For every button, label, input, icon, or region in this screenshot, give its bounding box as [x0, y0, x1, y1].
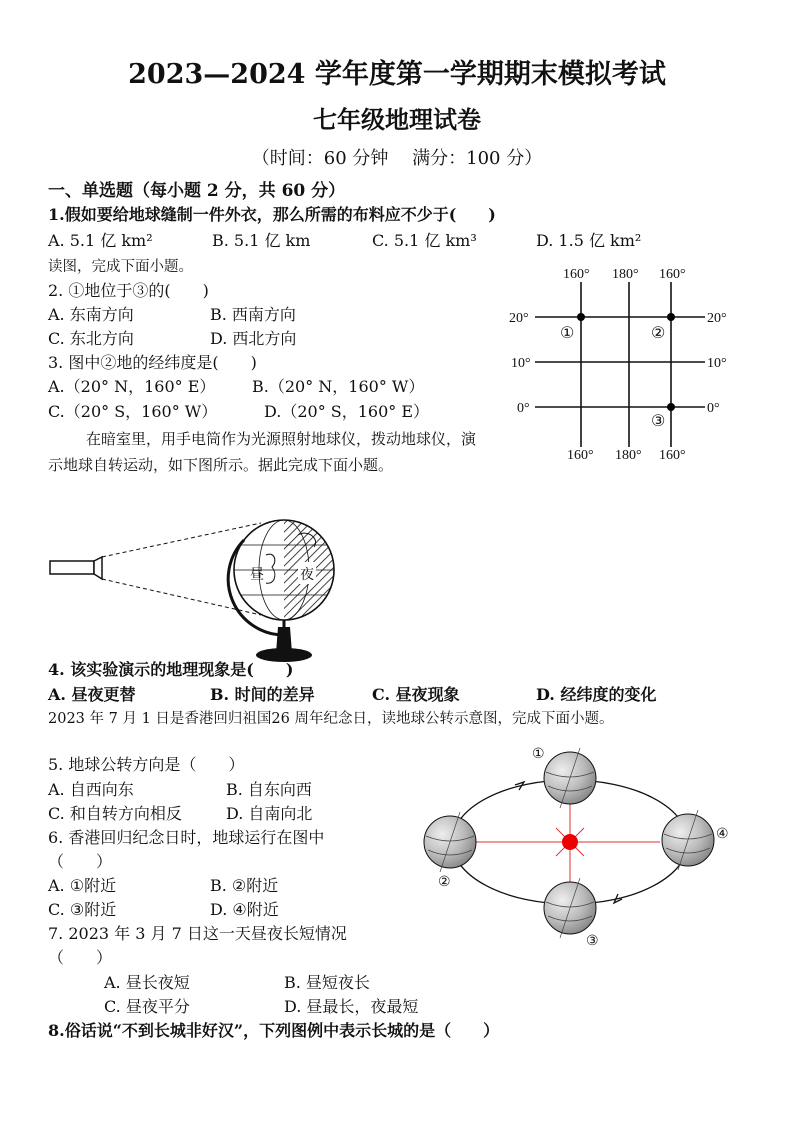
intro-globe-experiment: 在暗室里，用手电筒作为光源照射地球仪，拨动地球仪，演示地球自转运动，如下图所示。据此完成下面小题。	[48, 430, 477, 474]
q1-option-b: B. 5.1 亿 km	[212, 231, 311, 250]
q2-option-d: D. 西北方向	[210, 329, 297, 348]
q5-option-b: B. 自东向西	[226, 780, 312, 799]
grid-right-label-2: 10°	[707, 356, 727, 371]
grid-top-label-3: 160°	[659, 267, 686, 282]
q7-stem: 7. 2023 年 3 月 7 日这一天昼夜长短情况	[48, 924, 347, 943]
lat-lon-grid-figure	[505, 262, 750, 462]
grid-right-label-1: 20°	[707, 311, 727, 326]
grid-point-3: ③	[651, 413, 666, 430]
grid-right-label-3: 0°	[707, 401, 720, 416]
q6-stem: 6. 香港回归纪念日时，地球运行在图中	[48, 828, 325, 847]
q6-option-a: A. ①附近	[48, 876, 117, 895]
intro-hk-orbit: 2023 年 7 月 1 日是香港回归祖国26 周年纪念日，读地球公转示意图，完成下面小题。	[48, 711, 614, 727]
q3-option-d: D.（20° S，160° E）	[264, 402, 430, 421]
exam-info: （时间：60 分钟 满分：100 分）	[251, 148, 543, 169]
q1-option-a: A. 5.1 亿 km²	[48, 231, 153, 250]
q2-option-a: A. 东南方向	[48, 305, 134, 324]
q7-option-a: A. 昼长夜短	[104, 973, 190, 992]
q4-option-d: D. 经纬度的变化	[536, 685, 657, 704]
earth-orbit-figure	[420, 742, 745, 952]
q3-option-b: B.（20° N，160° W）	[252, 377, 425, 396]
orbit-position-4: ④	[716, 827, 729, 842]
q3-stem: 3. 图中②地的经纬度是( )	[48, 353, 257, 372]
q6-option-d: D. ④附近	[210, 900, 279, 919]
orbit-position-2: ②	[438, 875, 451, 890]
q6-blank: （ ）	[48, 852, 113, 871]
globe-experiment-figure	[46, 515, 356, 680]
q2-stem: 2. ①地位于③的( )	[48, 281, 209, 300]
globe-day-label: 昼	[250, 568, 264, 583]
q6-option-c: C. ③附近	[48, 900, 117, 919]
orbit-position-3: ③	[586, 934, 599, 949]
q3-option-a: A.（20° N，160° E）	[48, 377, 216, 396]
q8-stem: 8.俗话说“不到长城非好汉”，下列图例中表示长城的是（ ）	[48, 1021, 500, 1040]
q4-option-a: A. 昼夜更替	[48, 685, 136, 704]
globe-night-label: 夜	[300, 568, 314, 583]
grid-point-2: ②	[651, 325, 666, 342]
grid-bottom-label-2: 180°	[615, 448, 642, 462]
orbit-position-1: ①	[532, 747, 545, 762]
grid-bottom-label-1: 160°	[567, 448, 594, 462]
grid-left-label-1: 20°	[509, 311, 529, 326]
grid-top-label-2: 180°	[612, 267, 639, 282]
grid-left-label-2: 10°	[511, 356, 531, 371]
grid-bottom-label-3: 160°	[659, 448, 686, 462]
q4-option-c: C. 昼夜现象	[372, 685, 460, 704]
q5-option-c: C. 和自转方向相反	[48, 804, 182, 823]
grid-point-1: ①	[560, 325, 575, 342]
q1-option-c: C. 5.1 亿 km³	[372, 231, 477, 250]
q4-option-b: B. 时间的差异	[210, 685, 315, 704]
exam-subtitle: 七年级地理试卷	[313, 105, 481, 134]
q5-stem: 5. 地球公转方向是（ ）	[48, 755, 245, 774]
q7-option-b: B. 昼短夜长	[284, 973, 370, 992]
q1-stem: 1.假如要给地球缝制一件外衣，那么所需的布料应不少于( )	[48, 205, 496, 224]
q7-option-d: D. 昼最长，夜最短	[284, 997, 419, 1016]
q5-option-d: D. 自南向北	[226, 804, 313, 823]
q2-option-b: B. 西南方向	[210, 305, 296, 324]
q7-blank: （ ）	[48, 948, 113, 967]
section-heading: 一、单选题（每小题 2 分，共 60 分）	[48, 181, 346, 201]
grid-left-label-3: 0°	[517, 401, 530, 416]
q6-option-b: B. ②附近	[210, 876, 279, 895]
grid-top-label-1: 160°	[563, 267, 590, 282]
q5-option-a: A. 自西向东	[48, 780, 134, 799]
q2-option-c: C. 东北方向	[48, 329, 134, 348]
q7-option-c: C. 昼夜平分	[104, 997, 190, 1016]
q4-stem: 4. 该实验演示的地理现象是( )	[48, 660, 294, 679]
exam-title: 2023—2024 学年度第一学期期末模拟考试	[128, 59, 666, 90]
intro-read-map: 读图，完成下面小题。	[48, 259, 193, 275]
q1-option-d: D. 1.5 亿 km²	[536, 231, 642, 250]
q3-option-c: C.（20° S，160° W）	[48, 402, 218, 421]
